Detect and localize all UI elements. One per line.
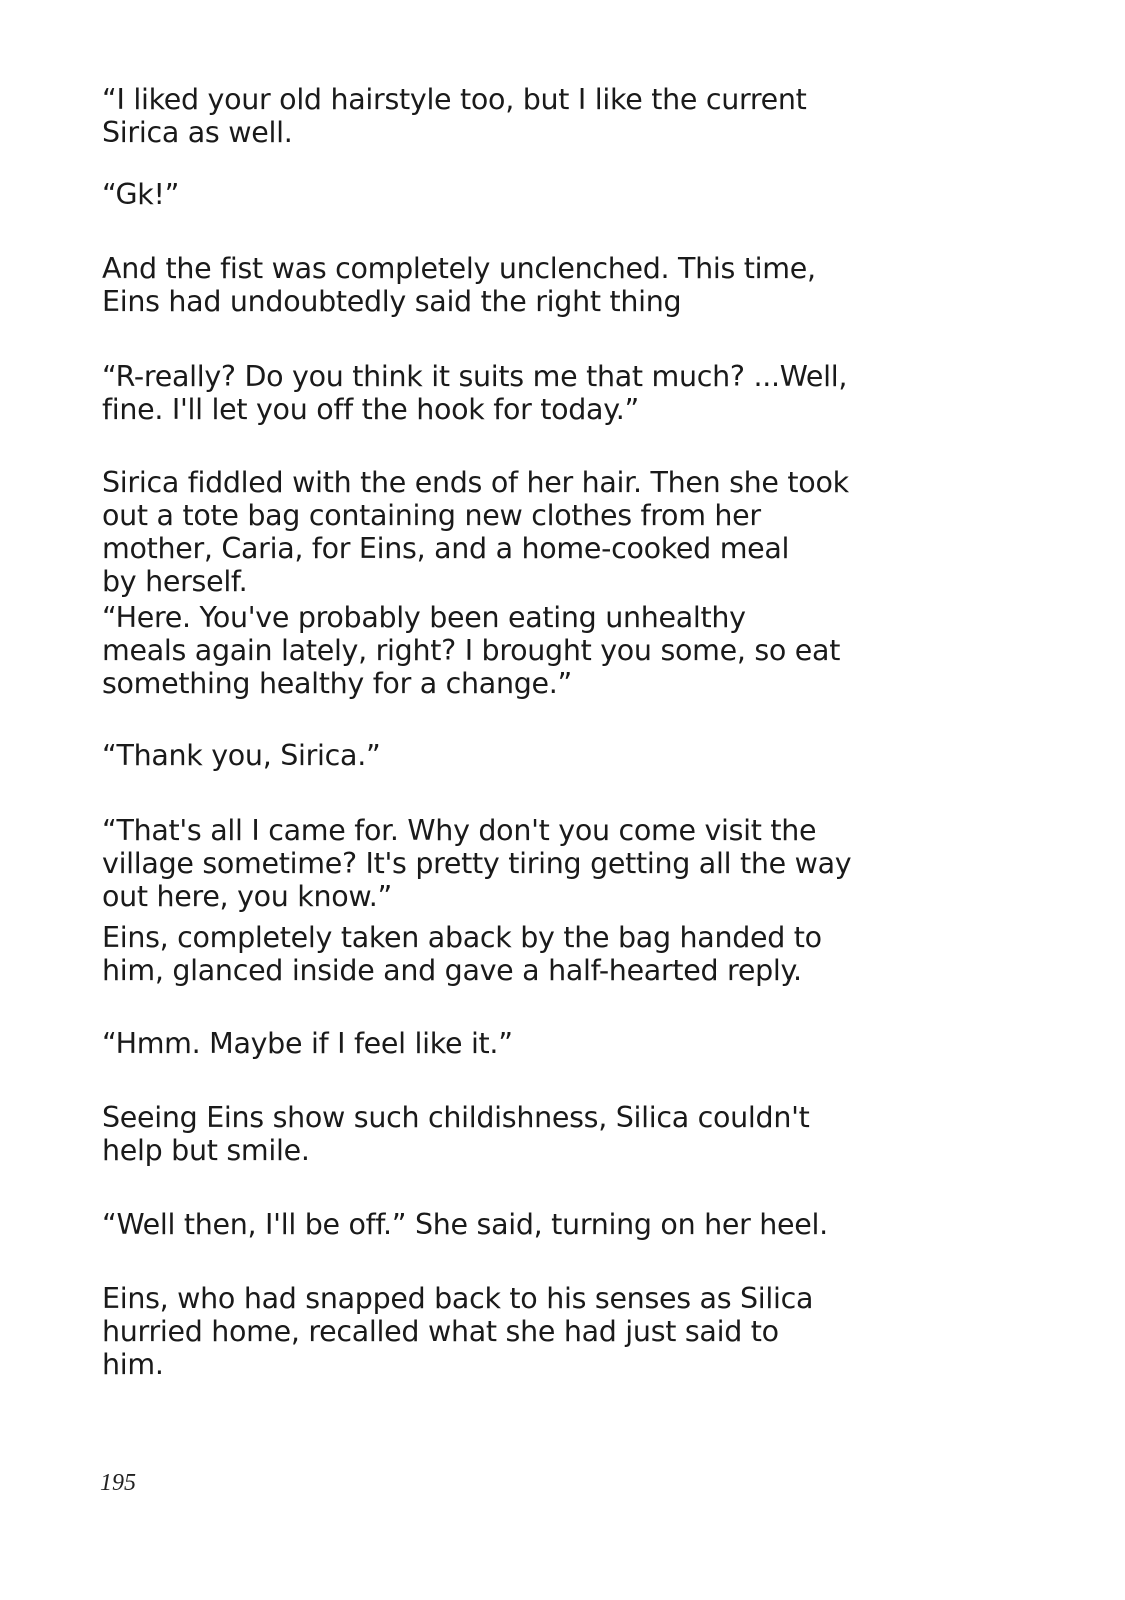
paragraph: Sirica fiddled with the ends of her hair. Then she took out a tote bag containing new clothes from her mother, Caria, for Eins, and a home-cooked meal by herself. bbox=[102, 466, 849, 598]
paragraph: “Hmm. Maybe if I feel like it.” bbox=[102, 1027, 513, 1060]
page-number: 195 bbox=[100, 1470, 136, 1496]
paragraph: “Gk!” bbox=[102, 178, 180, 211]
paragraph: “That's all I came for. Why don't you come visit the village sometime? It's pretty tiring getting all the way out here, you know.” bbox=[102, 814, 852, 913]
paragraph: Eins, who had snapped back to his senses as Silica hurried home, recalled what she had just said to him. bbox=[102, 1282, 814, 1381]
paragraph: Seeing Eins show such childishness, Silica couldn't help but smile. bbox=[102, 1101, 810, 1167]
paragraph: “R-really? Do you think it suits me that much? ...Well, fine. I'll let you off the hook for today.” bbox=[102, 360, 848, 426]
paragraph: “Here. You've probably been eating unhealthy meals again lately, right? I brought you some, so eat something healthy for a change.” bbox=[102, 601, 841, 700]
paragraph: “Well then, I'll be off.” She said, turning on her heel. bbox=[102, 1208, 828, 1241]
paragraph: “Thank you, Sirica.” bbox=[102, 739, 381, 772]
paragraph: And the fist was completely unclenched. This time, Eins had undoubtedly said the right thing bbox=[102, 252, 816, 318]
paragraph: Eins, completely taken aback by the bag handed to him, glanced inside and gave a half-hearted reply. bbox=[102, 921, 822, 987]
paragraph: “I liked your old hairstyle too, but I like the current Sirica as well. bbox=[102, 83, 807, 149]
